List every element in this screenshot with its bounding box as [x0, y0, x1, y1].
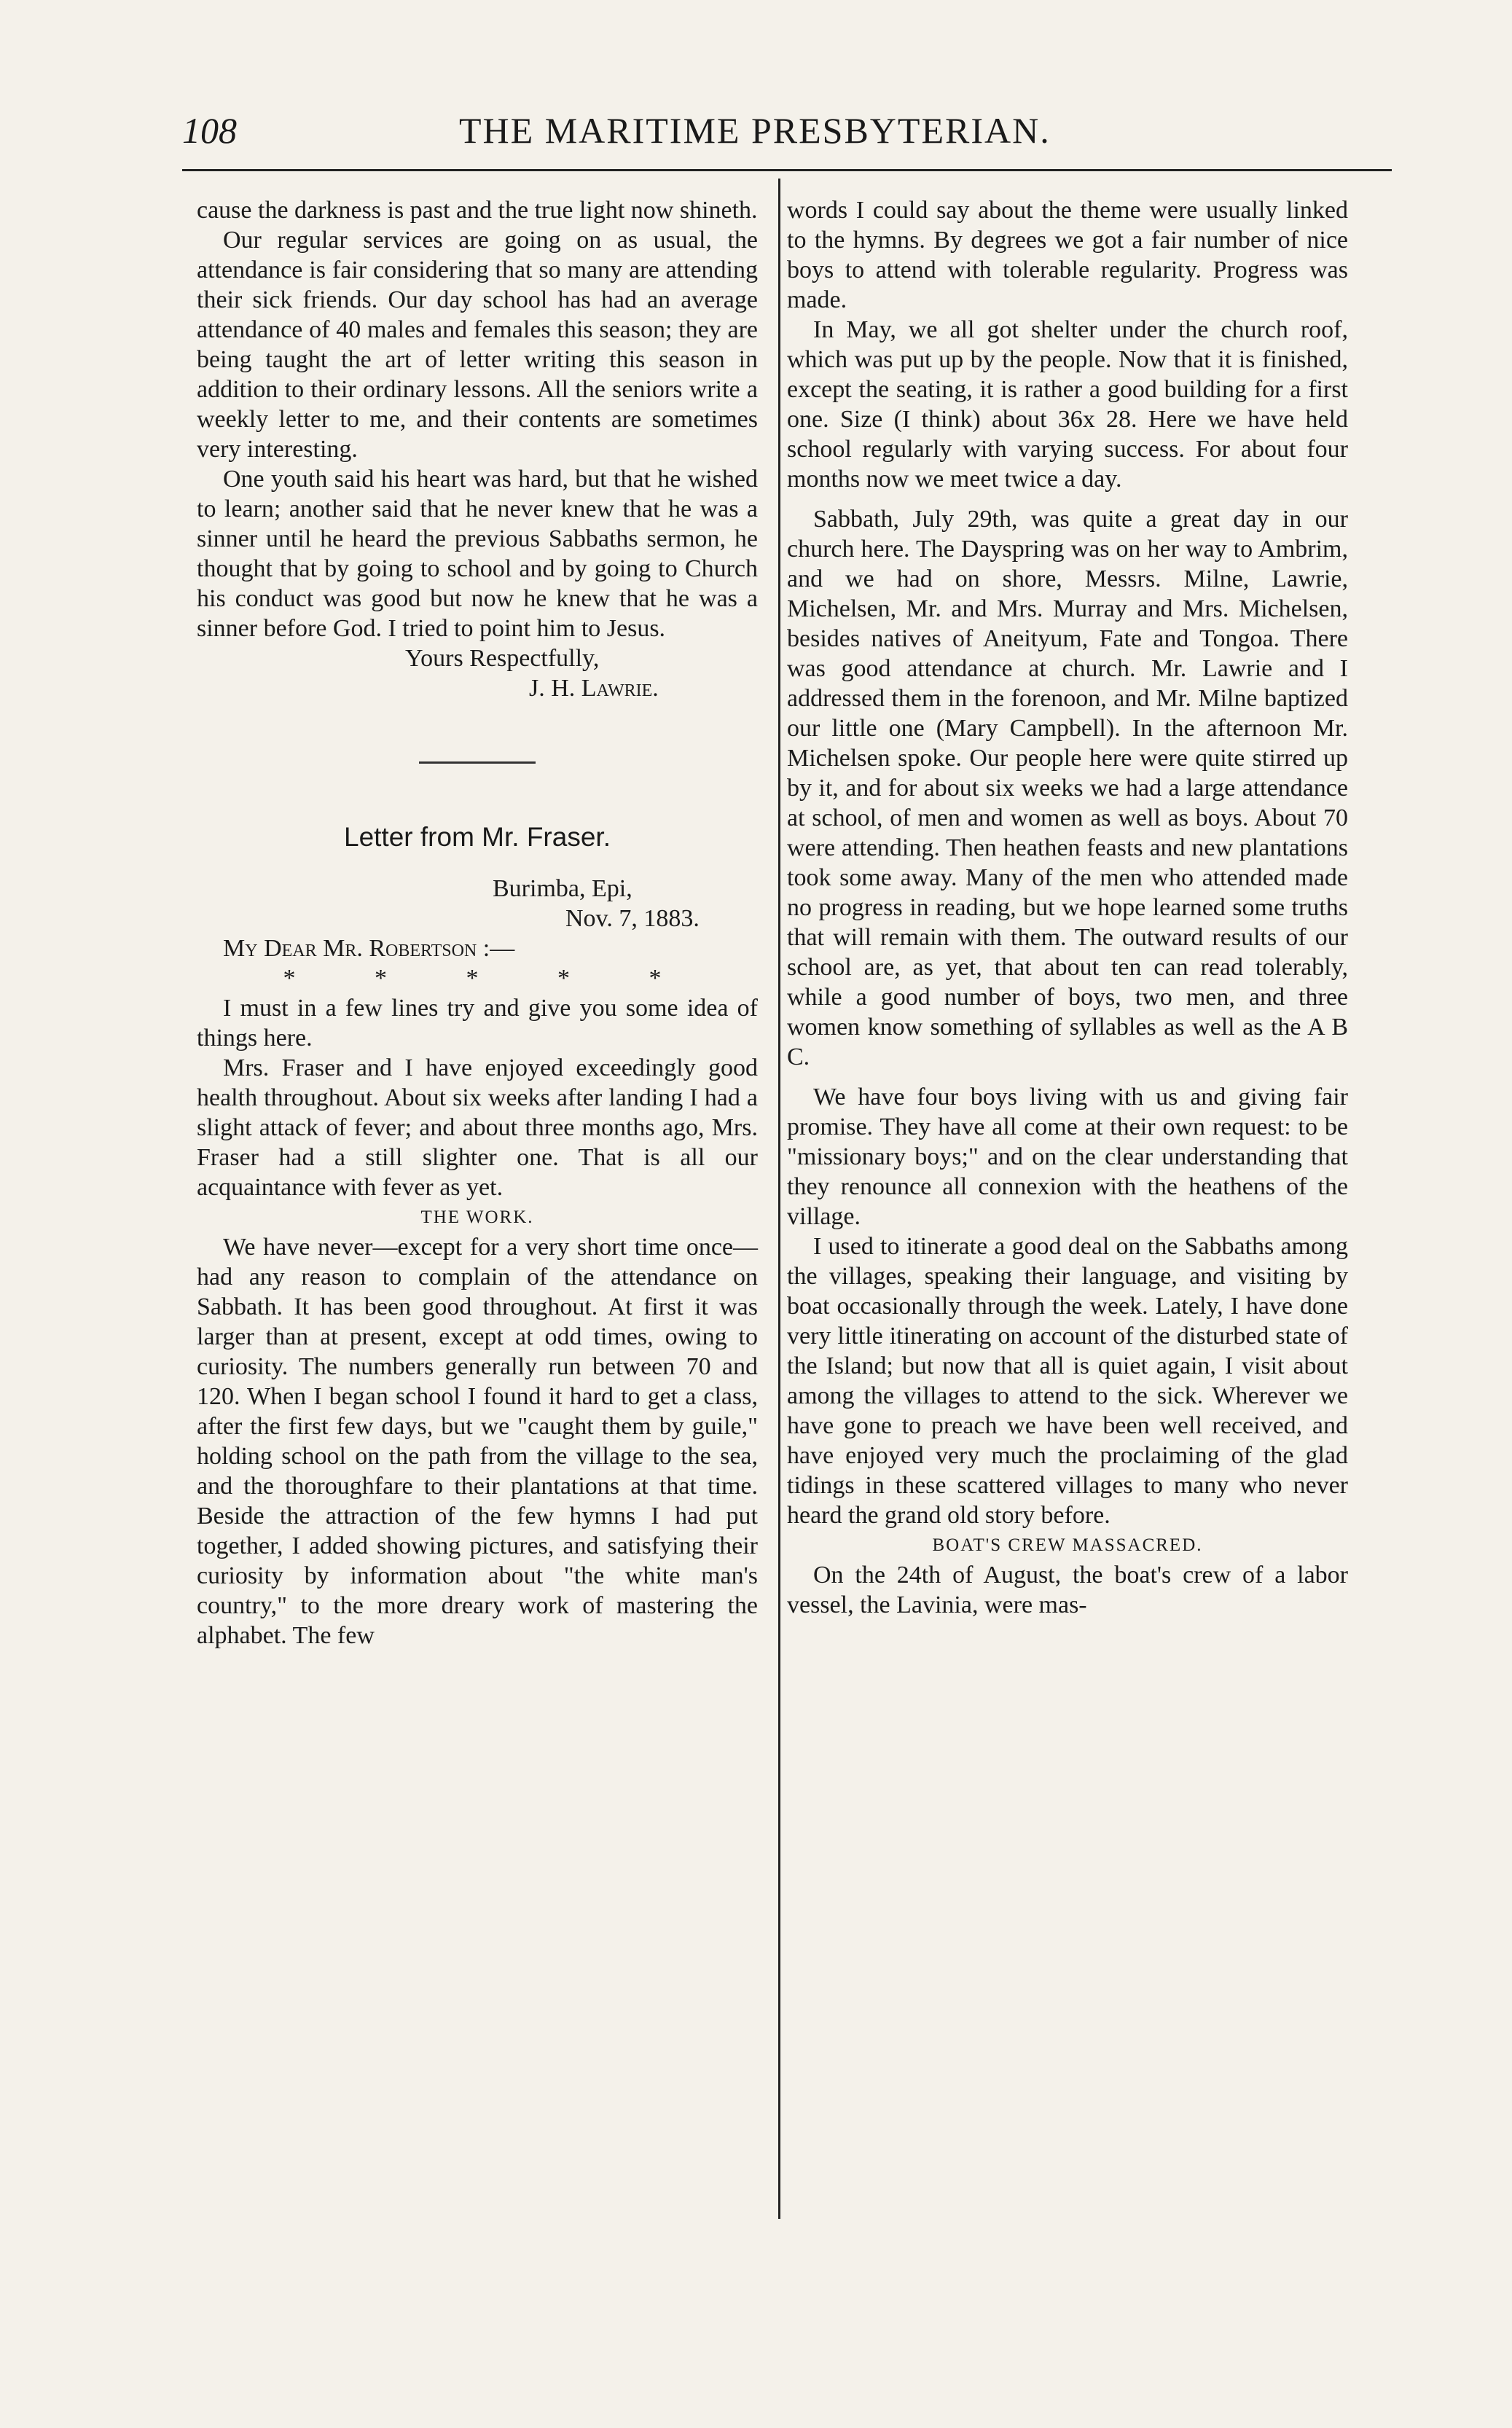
left-paragraph-6: We have never—except for a very short time once—had any reason to complain of the attendance on Sabbath. It has been good throughout. At first it was larger than at present, except at odd times, owing to curiosity. The numbers generally run between 70 and 120. When I began school I found it hard to get a class, after the first few days, but we "caught them by guile," holding school on the path from the village to the sea, and the thoroughfare to their plantations at that time. Beside the attraction of the few hymns I had put together, I added showing pictures, and satisfying their curiosity by information about "the white man's country," to the more dreary work of mastering the alphabet. The few — [197, 1234, 758, 1649]
right-paragraph-4: We have four boys living with us and giving fair promise. They have all come at their own request: to be "missionary boys;" and on the clear understanding that they renounce all connexion with the heathens of the village. — [787, 1084, 1348, 1230]
salutation: My Dear Mr. Robertson :— — [223, 935, 515, 962]
article-heading: Letter from Mr. Fraser. — [344, 822, 611, 852]
dateline-place: Burimba, Epi, — [493, 875, 632, 902]
page-header — [182, 109, 1392, 160]
dateline-date: Nov. 7, 1883. — [565, 905, 700, 932]
right-column — [787, 195, 1348, 1620]
right-paragraph-2: In May, we all got shelter under the church roof, which was put up by the people. Now that it is finished, except the seating, it is rather a good building for a first one. Size (I think) about 36x 28. Here we have held school regularly with varying success. For about four months now we meet twice a day. — [787, 316, 1348, 493]
column-rule — [778, 179, 780, 2219]
left-paragraph-5: Mrs. Fraser and I have enjoyed exceedingly good health throughout. About six weeks after landing I had a slight attack of fever; and about three months ago, Mrs. Fraser had a still slighter one. That is all our acquaintance with fever as yet. — [197, 1054, 758, 1201]
ellipsis-stars: * * * * * — [283, 965, 698, 992]
section-heading-work: THE WORK. — [420, 1207, 534, 1227]
paragraph-gap — [787, 1072, 1348, 1082]
letter-closing: Yours Respectfully, — [405, 645, 600, 672]
left-column — [197, 195, 758, 1650]
left-paragraph-4: I must in a few lines try and give you some idea of things here. — [197, 995, 758, 1052]
running-title: THE MARITIME PRESBYTERIAN. — [459, 110, 1051, 151]
left-paragraph-2: Our regular services are going on as usual, the attendance is fair considering that so many are attending their sick friends. Our day school has had an average attendance of 40 males and females this season; they are being taught the art of letter writing this season in addition to their ordinary lessons. All the seniors write a weekly letter to me, and their contents are sometimes very interesting. — [197, 227, 758, 463]
paragraph-gap — [787, 494, 1348, 504]
section-heading-boat: BOAT'S CREW MASSACRED. — [932, 1535, 1203, 1555]
right-paragraph-6: On the 24th of August, the boat's crew of a labor vessel, the Lavinia, were mas- — [787, 1562, 1348, 1618]
right-paragraph-5: I used to itinerate a good deal on the Sabbaths among the villages, speaking their language, and visiting by boat occasionally through the week. Lately, I have done very little itinerating on account of the disturbed state of the Island; but now that all is quiet again, I visit about among the villages to attend to the sick. Wherever we have gone to preach we have been well received, and have enjoyed very much the proclaiming of the glad tidings in these scattered villages to many who never heard the grand old story before. — [787, 1233, 1348, 1529]
letter-signature: J. H. Lawrie. — [529, 675, 659, 702]
right-paragraph-1: words I could say about the theme were usually linked to the hymns. By degrees we got a fair number of nice boys to attend with tolerable regularity. Progress was made. — [787, 197, 1348, 313]
header-rule — [182, 169, 1392, 171]
right-paragraph-3: Sabbath, July 29th, was quite a great day in our church here. The Dayspring was on her way to Ambrim, and we had on shore, Messrs. Milne, Lawrie, Michelsen, Mr. and Mrs. Murray and Mrs. Michelsen, besides natives of Aneityum, Fate and Tongoa. There was good attendance at church. Mr. Lawrie and I addressed them in the forenoon, and Mr. Milne baptized our little one (Mary Campbell). In the afternoon Mr. Michelsen spoke. Our people here were quite stirred up by it, and for about six weeks we had a large attendance at school, of men and women as well as boys. About 70 were attending. Then heathen feasts and new plantations took some away. Many of the men who attended made no progress in reading, but we hope learned some truths that will remain with them. The outward results of our school are, as yet, that about ten can read tolerably, while a good number of boys, two men, and three women know something of syllables as well as the A B C. — [787, 506, 1348, 1070]
article-divider — [419, 761, 536, 764]
page-number: 108 — [182, 110, 237, 151]
left-paragraph-1: cause the darkness is past and the true light now shineth. — [197, 197, 758, 224]
left-paragraph-3: One youth said his heart was hard, but that he wished to learn; another said that he never knew that he was a sinner until he heard the previous Sabbaths sermon, he thought that by going to school and by going to Church his conduct was good but now he knew that he was a sinner before God. I tried to point him to Jesus. — [197, 466, 758, 642]
